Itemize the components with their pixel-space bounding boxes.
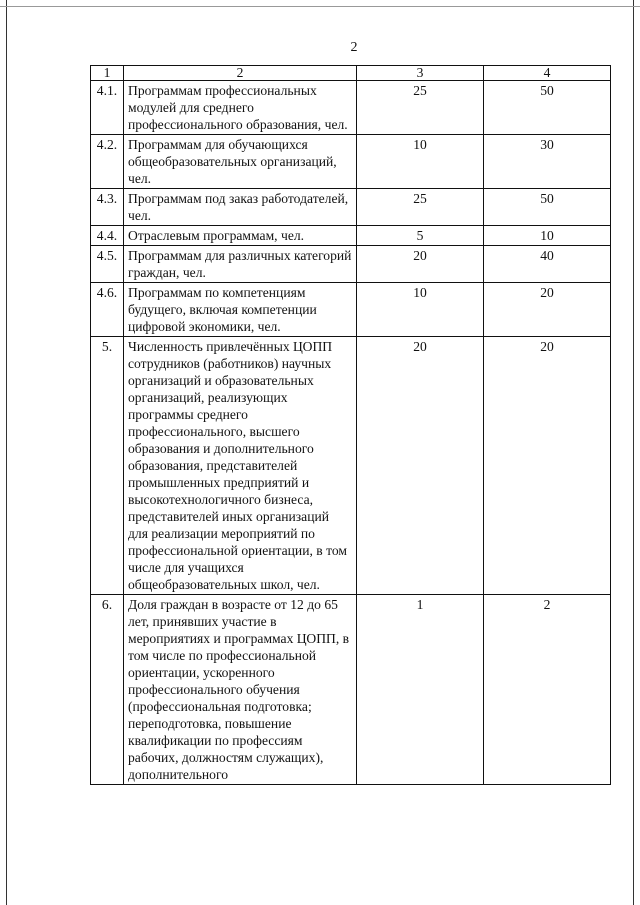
left-edge-rule	[6, 0, 7, 905]
row-value-col4: 50	[484, 189, 611, 226]
table-row	[91, 283, 611, 337]
top-edge-rule	[0, 6, 640, 7]
row-value-col4: 50	[484, 81, 611, 135]
row-value-col4: 30	[484, 135, 611, 189]
row-description: Численность привлечённых ЦОПП сотрудников (работников) научных организаций и образовательных организаций, реализующих программы среднего профессионального, высшего образования и дополнительного образования, представителей промышленных предприятий и высокотехнологичного бизнеса, представителей иных организаций для реализации мероприятий по профессиональной ориентации, в том числе для учащихся общеобразовательных школ, чел.	[124, 337, 357, 595]
row-value-col3: 20	[357, 337, 484, 595]
header-cell: 1	[91, 66, 124, 81]
row-description: Программам под заказ работодателей, чел.	[124, 189, 357, 226]
row-value-col3: 10	[357, 135, 484, 189]
row-description: Программам профессиональных модулей для среднего профессионального образования, чел.	[124, 81, 357, 135]
table-header-row	[91, 66, 611, 81]
table-row	[91, 595, 611, 785]
header-cell: 4	[484, 66, 611, 81]
row-number: 4.1.	[91, 81, 124, 135]
row-number: 4.2.	[91, 135, 124, 189]
row-value-col3: 25	[357, 189, 484, 226]
row-description: Программам по компетенциям будущего, включая компетенции цифровой экономики, чел.	[124, 283, 357, 337]
table-row	[91, 189, 611, 226]
row-value-col4: 20	[484, 337, 611, 595]
row-value-col3: 1	[357, 595, 484, 785]
row-description: Отраслевым программам, чел.	[124, 226, 357, 246]
table-row	[91, 81, 611, 135]
row-value-col3: 25	[357, 81, 484, 135]
row-value-col3: 10	[357, 283, 484, 337]
row-number: 4.5.	[91, 246, 124, 283]
row-number: 4.4.	[91, 226, 124, 246]
right-edge-rule	[633, 0, 634, 905]
row-value-col4: 2	[484, 595, 611, 785]
row-value-col4: 40	[484, 246, 611, 283]
row-description: Программам для обучающихся общеобразовательных организаций, чел.	[124, 135, 357, 189]
row-number: 5.	[91, 337, 124, 595]
row-description: Программам для различных категорий граждан, чел.	[124, 246, 357, 283]
row-value-col4: 20	[484, 283, 611, 337]
header-cell: 3	[357, 66, 484, 81]
row-number: 4.6.	[91, 283, 124, 337]
indicators-table	[90, 65, 611, 785]
row-number: 6.	[91, 595, 124, 785]
table-row	[91, 337, 611, 595]
row-value-col3: 5	[357, 226, 484, 246]
row-value-col3: 20	[357, 246, 484, 283]
table-row	[91, 226, 611, 246]
row-number: 4.3.	[91, 189, 124, 226]
table-row	[91, 246, 611, 283]
table-row	[91, 135, 611, 189]
row-value-col4: 10	[484, 226, 611, 246]
page-number: 2	[350, 40, 358, 55]
header-cell: 2	[124, 66, 357, 81]
row-description: Доля граждан в возрасте от 12 до 65 лет, принявших участие в мероприятиях и программах ЦОПП, в том числе по профессиональной ориентации, ускоренного профессионального обучения (профессиональная подготовка; переподготовка, повышение квалификации по профессиям рабочих, должностям служащих), дополнительного	[124, 595, 357, 785]
